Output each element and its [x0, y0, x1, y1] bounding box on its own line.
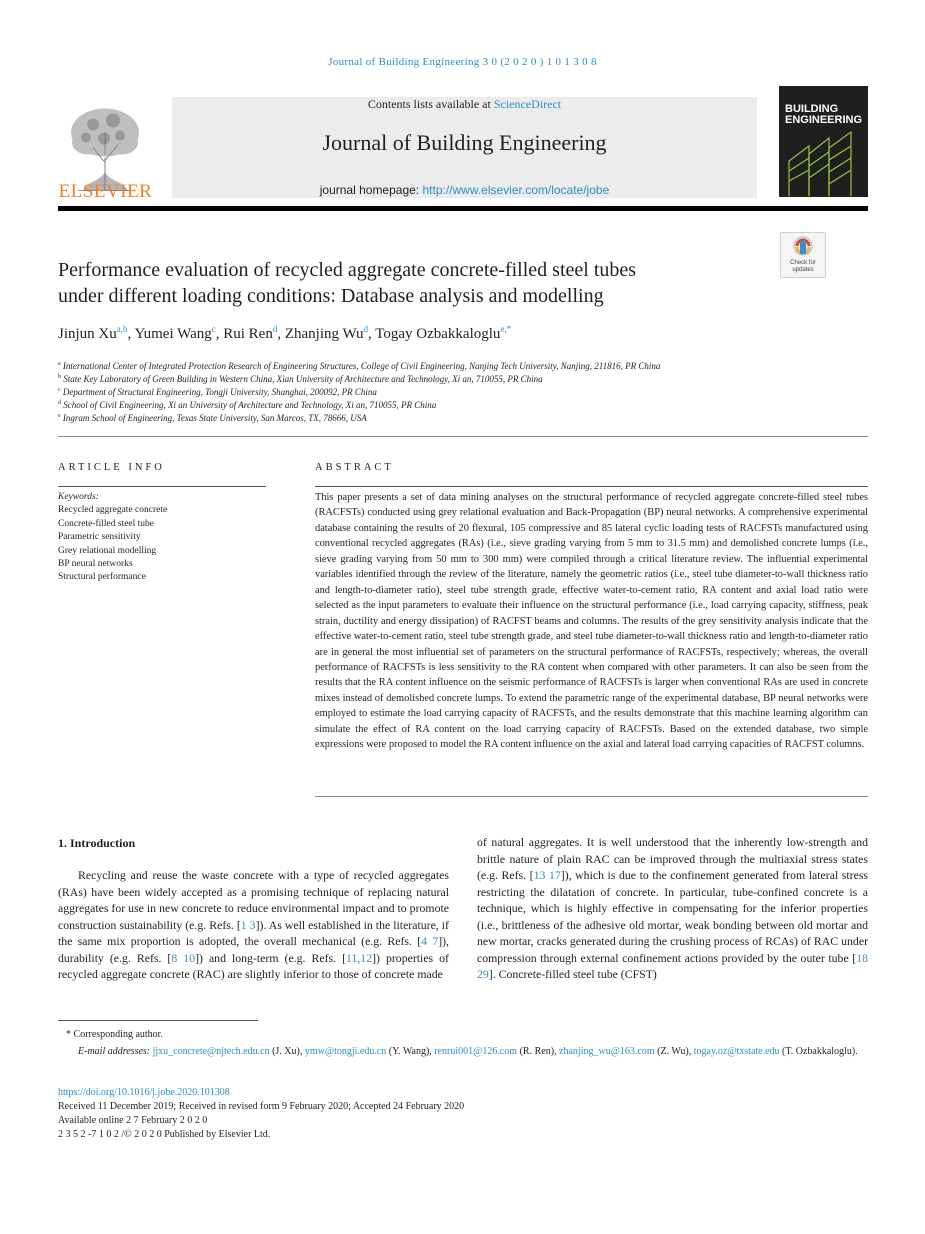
keyword[interactable]: Concrete-filled steel tube — [58, 518, 155, 529]
author-name: Rui Ren — [223, 326, 273, 342]
citation-link[interactable]: 18 29 — [477, 950, 868, 981]
author-affiliation-mark[interactable]: d — [272, 324, 278, 334]
affiliation-text: State Key Laboratory of Green Building in Western China, Xian University of Architecture and Technology, Xi an, 710055, PR China — [63, 374, 543, 384]
footnote-divider — [58, 1020, 258, 1021]
issn-copyright: 2 3 5 2 -7 1 0 2 /© 2 0 2 0 Published by Elsevier Ltd. — [58, 1129, 271, 1140]
affiliation-mark: a — [58, 361, 61, 367]
divider — [315, 486, 868, 487]
email-owner: (J. Xu), — [269, 1046, 305, 1057]
available-online-date: Available online 2 7 February 2 0 2 0 — [58, 1115, 208, 1126]
author-affiliation-mark[interactable]: c — [211, 324, 216, 334]
homepage-prefix: journal homepage: — [319, 183, 423, 197]
article-title-line2: under different loading conditions: Database analysis and modelling — [58, 285, 604, 307]
corresponding-author-note: * Corresponding author. — [66, 1029, 163, 1040]
author-affiliation-mark[interactable]: e,* — [500, 324, 512, 334]
keywords-label: Keywords: — [58, 492, 99, 502]
elsevier-logo-text: ELSEVIER — [58, 181, 153, 202]
divider — [58, 486, 266, 487]
author-name: Yumei Wang — [134, 326, 212, 342]
email-owner: (Y. Wang), — [386, 1046, 435, 1057]
keyword[interactable]: Grey relational modelling — [58, 545, 157, 556]
author-list: Jinjun Xu$^{a,b}$, Yumei Wang$^c$, Rui Ren$^d$, Zhanjing Wu$^d$, Togay Ozbakkaloglu$^{e,*}$ — [58, 324, 512, 342]
citation-link[interactable]: 8 10 — [171, 950, 196, 965]
doi-link[interactable]: https://doi.org/10.1016/j.jobe.2020.101308 — [58, 1087, 230, 1098]
divider — [315, 796, 868, 797]
affiliation-mark: e — [58, 413, 61, 419]
citation-link[interactable]: 13 17 — [533, 868, 561, 882]
crossmark-icon — [793, 236, 813, 258]
keyword[interactable]: Parametric sensitivity — [58, 532, 141, 543]
affiliation-text: International Center of Integrated Protection Research of Engineering Structures, College of Civil Engineering, Nanjing Tech University, Nanjing, 211816, PR China — [62, 361, 661, 371]
affiliation-mark: c — [58, 387, 61, 393]
citation-link[interactable]: 1 3 — [240, 917, 256, 932]
check-for-updates-badge[interactable] — [780, 232, 826, 278]
cover-title-line1: BUILDING — [785, 103, 839, 115]
affiliation-e — [58, 410, 848, 425]
article-info-heading: ARTICLE INFO — [58, 462, 165, 473]
affiliation-text: Department of Structural Engineering, Tongji University, Shanghai, 200092, PR China — [62, 387, 377, 397]
email-link[interactable]: renrui001@126.com — [434, 1046, 518, 1057]
affiliation-mark: d — [58, 400, 61, 406]
abstract-heading: ABSTRACT — [315, 462, 394, 473]
citation-link[interactable]: 11,12 — [346, 950, 373, 965]
intro-paragraph-continued: of natural aggregates. It is well understood that the inherently low-strength and brittle nature of plain RAC can be improved through the multiaxial stress states (e.g. Refs. [13 17]), which is due to the confinement generated from lateral stress restricting the dilatation of concrete. In particular, tube-confined concrete is a technique, which is highly effective in compensating for the inferior properties (i.e., brittleness of the adhesive old mortar, weak bonding between old mortar and new mortar, cracks generated during the crushing process of RCAs) of RAC under compression through external confinement actions provided by the outer tube [18 29]. Concrete-filled steel tube (CFST) — [477, 835, 868, 981]
affiliation-text: School of Civil Engineering, Xi an University of Architecture and Technology, Xi an, 710055, PR China — [63, 400, 437, 410]
email-link[interactable]: jjxu_concrete@njtech.edu.cn — [152, 1046, 270, 1057]
journal-cover[interactable] — [779, 86, 868, 197]
intro-paragraph: Recycling and reuse the waste concrete with a type of recycled aggregates (RAs) have been widely accepted as a promising technique of replacing natural aggregates for use in new concrete to reduce environmental impact and to promote construction sustainability (e.g. Refs. [1 3]). As well established in the literature, if the same mix proportion is adopted, the overall mechanical (e.g. Refs. [4 7]), durability (e.g. Refs. [8 10]) and long-term (e.g. Refs. [11,12]) properties of recycled aggregate concrete (RAC) are slightly inferior to those of concrete made — [58, 868, 449, 981]
sciencedirect-link[interactable]: ScienceDirect — [493, 97, 562, 111]
author-affiliation-mark[interactable]: a,b — [116, 324, 128, 334]
author-name: Jinjun Xu — [58, 326, 117, 342]
received-dates: Received 11 December 2019; Received in revised form 9 February 2020; Accepted 24 February 2020 — [58, 1101, 465, 1112]
keyword[interactable]: Recycled aggregate concrete — [58, 505, 168, 516]
abstract-text: This paper presents a set of data mining analyses on the structural performance of recycled aggregate concrete-filled steel tubes (RACFSTs) conducted using grey relational evaluation and Back-Propagation (BP) neural networks. A comprehensive experimental database containing the results of 20 flexural, 105 compressive and 85 lateral cyclic loading tests of RACFSTs manufactured using conventional recycled aggregates (RAs) (i.e., sieve grading varying from 5 mm to 31.5 mm) and demolished concrete lumps (i.e., sieve grading varying from 50 mm to 300 mm) were compiled through a critical literature review. The influential experimental variables identified through the review of the literature, namely the geometric ratios (i.e., steel tube diameter-to-wall thickness ratio and length-to-diameter ratio), steel tube strength grade, effective water-to-cement ratio, RA content and axial load ratio were selected as the input parameters to evaluate their influence on the structural performance (i.e., load carrying capacity, stiffness, peak strain, ductility and energy dissipation) of RACFST beams and columns. The results of the grey sensitivity analysis indicate that the effective water-to-cement ratio, steel tube strength grade, and steel tube diameter-to-wall thickness ratio and length-to-diameter ratio are in general the most influential set of parameters on the structural performance of RACFSTs, respectively; whereas, the overall performance of RACFSTs is less sensitivity to the RA content when compared with other parameters. It can also be seen from the results that the RA content influence on the seismic performance of RACFSTs is larger when conventional RAs are used in concrete mixes instead of demolished concrete lumps. To extend the parametric range of the experimental database, BP neural networks were employed to estimate the load carrying capacity of RACFSTs, and the results demonstrate that this machine learning algorithm can simulate the effect of RA content on the load carrying capacity of RACFSTs. Based on the extended database, two simple expressions were proposed to model the RA content influence on the axial and lateral load carrying capacities of RACFST columns. — [315, 492, 868, 751]
crossmark-label — [781, 260, 825, 274]
citation-link[interactable]: 4 7 — [421, 934, 439, 948]
email-owner: (R. Ren), — [517, 1046, 560, 1057]
email-link[interactable]: togay.oz@txstate.edu — [693, 1046, 780, 1057]
keywords-list — [58, 491, 278, 585]
homepage-link[interactable]: http://www.elsevier.com/locate/jobe — [422, 183, 610, 197]
author-name: Togay Ozbakkaloglu — [375, 326, 501, 342]
affiliation-mark: b — [58, 374, 61, 380]
cover-title — [785, 104, 865, 126]
email-label: E-mail addresses: — [78, 1046, 153, 1057]
cover-building-graphic — [779, 126, 868, 197]
journal-title: Journal of Building Engineering — [322, 130, 607, 155]
header-rule — [58, 206, 868, 211]
divider — [58, 436, 868, 437]
contents-prefix: Contents lists available at — [367, 97, 494, 111]
crossmark-label-line1: Check for — [790, 260, 816, 266]
author-affiliation-mark[interactable]: d — [363, 324, 369, 334]
contents-line — [172, 97, 757, 112]
homepage-line — [172, 183, 757, 197]
journal-reference[interactable]: Journal of Building Engineering 3 0 (2 0 2 0 ) 1 0 1 3 0 8 — [328, 56, 597, 68]
email-addresses — [78, 1044, 868, 1059]
email-owner: (T. Ozbakkaloglu). — [779, 1046, 858, 1057]
article-title — [58, 257, 758, 309]
affiliation-text: Ingram School of Engineering, Texas State University, San Marcos, TX, 78666, USA — [62, 413, 367, 423]
crossmark-label-line2: updates — [792, 267, 814, 273]
email-owner: (Z. Wu), — [654, 1046, 694, 1057]
keyword[interactable]: Structural performance — [58, 572, 146, 583]
article-title-line1: Performance evaluation of recycled aggregate concrete-filled steel tubes — [58, 259, 637, 281]
email-link[interactable]: ymw@tongji.edu.cn — [304, 1046, 387, 1057]
cover-title-line2: ENGINEERING — [785, 114, 863, 126]
author-name: Zhanjing Wu — [284, 326, 364, 342]
section-heading-introduction: 1. Introduction — [58, 836, 136, 850]
keyword[interactable]: BP neural networks — [58, 559, 133, 570]
email-link[interactable]: zhanjing_wu@163.com — [559, 1046, 655, 1057]
